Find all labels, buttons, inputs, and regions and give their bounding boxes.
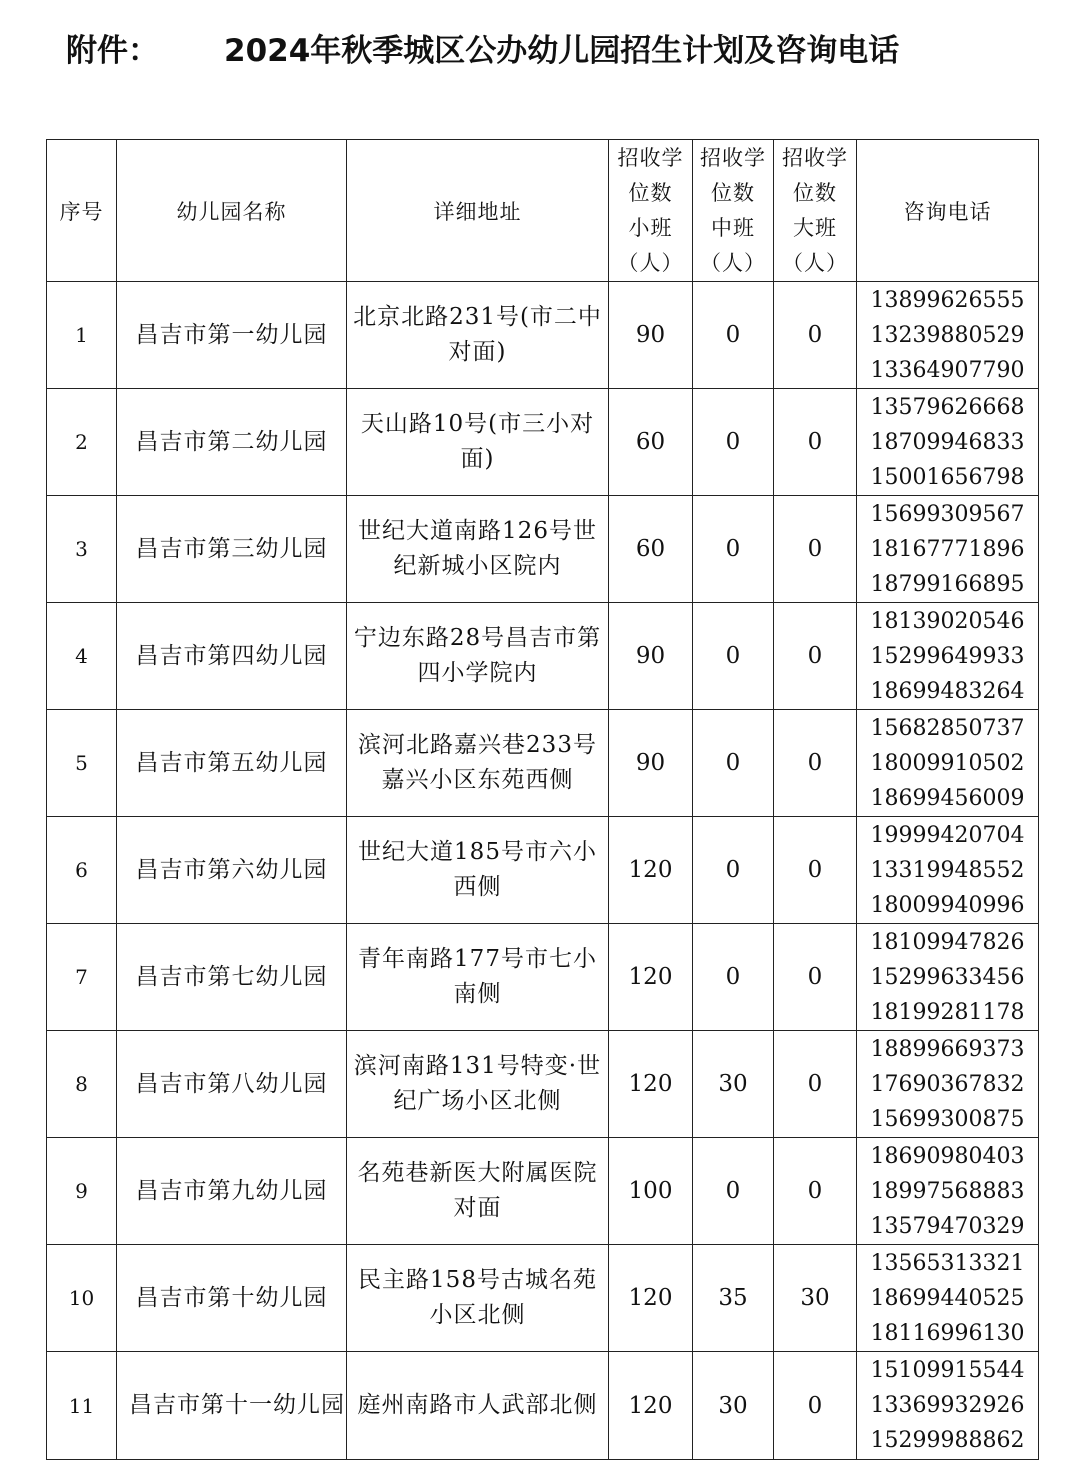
header-index: 序号 (47, 140, 117, 282)
row-index: 6 (47, 817, 117, 924)
title-prefix: 附件： (66, 33, 159, 69)
phone-number: 18009910502 (870, 750, 1025, 776)
phone-number: 18167771896 (870, 536, 1025, 562)
phone-list (857, 817, 1039, 924)
middle-class-quota: 30 (693, 1352, 774, 1460)
header-large-line: 位数 (793, 180, 837, 205)
phone-number: 18709946833 (870, 429, 1025, 455)
header-phone: 咨询电话 (857, 140, 1039, 282)
phone-number: 18139020546 (870, 608, 1025, 634)
large-class-quota: 0 (774, 496, 857, 603)
row-index: 8 (47, 1031, 117, 1138)
kindergarten-name: 昌吉市第一幼儿园 (117, 282, 347, 389)
row-index: 4 (47, 603, 117, 710)
large-class-quota: 0 (774, 603, 857, 710)
middle-class-quota: 0 (693, 603, 774, 710)
header-small-line: 小班 (628, 215, 673, 240)
large-class-quota: 0 (774, 1138, 857, 1245)
small-class-quota: 120 (609, 1352, 693, 1460)
row-index: 3 (47, 496, 117, 603)
phone-number: 18009940996 (870, 892, 1025, 918)
phone-number: 13369932926 (870, 1393, 1025, 1418)
kindergarten-name: 昌吉市第十幼儿园 (117, 1245, 347, 1352)
header-name: 幼儿园名称 (117, 140, 347, 282)
small-class-quota: 120 (609, 1245, 693, 1352)
phone-number: 18116996130 (870, 1320, 1025, 1346)
table-row (47, 389, 1039, 496)
phone-number: 13319948552 (870, 857, 1025, 883)
middle-class-quota: 0 (693, 389, 774, 496)
header-small-line: 招收学 (617, 145, 684, 170)
large-class-quota: 0 (774, 924, 857, 1031)
header-middle-line: 位数 (711, 180, 755, 205)
kindergarten-address: 青年南路177号市七小南侧 (347, 924, 609, 1031)
phone-list (857, 496, 1039, 603)
kindergarten-name: 昌吉市第七幼儿园 (117, 924, 347, 1031)
phone-number: 18997568883 (870, 1178, 1025, 1204)
kindergarten-name: 昌吉市第十一幼儿园 (117, 1352, 347, 1460)
enrollment-table (46, 139, 1039, 1460)
row-index: 10 (47, 1245, 117, 1352)
phone-number: 18199281178 (870, 999, 1025, 1025)
kindergarten-address: 北京北路231号(市二中对面) (347, 282, 609, 389)
header-large-line: 招收学 (782, 145, 848, 170)
header-small-line: （人） (617, 250, 684, 275)
large-class-quota: 30 (774, 1245, 857, 1352)
table-row (47, 496, 1039, 603)
phone-list (857, 710, 1039, 817)
phone-list (857, 1031, 1039, 1138)
phone-number: 15682850737 (870, 715, 1025, 741)
phone-number: 19999420704 (870, 822, 1025, 848)
phone-number: 15299633456 (870, 964, 1025, 990)
small-class-quota: 90 (609, 282, 693, 389)
row-index: 9 (47, 1138, 117, 1245)
table-row (47, 603, 1039, 710)
kindergarten-address: 民主路158号古城名苑小区北侧 (347, 1245, 609, 1352)
row-index: 2 (47, 389, 117, 496)
small-class-quota: 100 (609, 1138, 693, 1245)
header-large-line: （人） (782, 250, 848, 275)
row-index: 5 (47, 710, 117, 817)
large-class-quota: 0 (774, 389, 857, 496)
header-middle-line: 中班 (711, 215, 755, 240)
table-row (47, 710, 1039, 817)
middle-class-quota: 30 (693, 1031, 774, 1138)
header-small-class (609, 140, 693, 282)
phone-number: 18690980403 (870, 1143, 1025, 1169)
phone-list (857, 924, 1039, 1031)
header-large-line: 大班 (793, 215, 837, 240)
table-row (47, 1245, 1039, 1352)
kindergarten-name: 昌吉市第六幼儿园 (117, 817, 347, 924)
phone-list (857, 1352, 1039, 1460)
kindergarten-address: 滨河南路131号特变·世纪广场小区北侧 (347, 1031, 609, 1138)
kindergarten-address: 天山路10号(市三小对面) (347, 389, 609, 496)
phone-list (857, 282, 1039, 389)
middle-class-quota: 0 (693, 282, 774, 389)
large-class-quota: 0 (774, 710, 857, 817)
kindergarten-name: 昌吉市第二幼儿园 (117, 389, 347, 496)
phone-number: 15299988862 (870, 1428, 1025, 1453)
phone-number: 15109915544 (870, 1358, 1025, 1383)
phone-number: 18899669373 (870, 1036, 1025, 1062)
phone-number: 13364907790 (870, 357, 1025, 383)
page-title (66, 26, 1066, 76)
large-class-quota: 0 (774, 817, 857, 924)
phone-number: 15699309567 (870, 501, 1025, 527)
table-row (47, 924, 1039, 1031)
phone-number: 13579626668 (870, 394, 1025, 420)
phone-number: 18699456009 (870, 785, 1025, 811)
middle-class-quota: 0 (693, 496, 774, 603)
kindergarten-address: 世纪大道185号市六小西侧 (347, 817, 609, 924)
small-class-quota: 120 (609, 1031, 693, 1138)
phone-number: 18109947826 (870, 929, 1025, 955)
small-class-quota: 120 (609, 817, 693, 924)
middle-class-quota: 0 (693, 1138, 774, 1245)
kindergarten-address: 世纪大道南路126号世纪新城小区院内 (347, 496, 609, 603)
phone-number: 13579470329 (870, 1213, 1025, 1239)
table-row (47, 1352, 1039, 1460)
phone-number: 18699440525 (870, 1285, 1025, 1311)
header-middle-class (693, 140, 774, 282)
phone-number: 18799166895 (870, 571, 1025, 597)
small-class-quota: 120 (609, 924, 693, 1031)
small-class-quota: 90 (609, 603, 693, 710)
middle-class-quota: 0 (693, 710, 774, 817)
phone-number: 15699300875 (870, 1106, 1025, 1132)
header-large-class (774, 140, 857, 282)
table-row (47, 1031, 1039, 1138)
phone-number: 15001656798 (870, 464, 1025, 490)
title-text: 2024年秋季城区公办幼儿园招生计划及咨询电话 (224, 33, 900, 69)
header-middle-line: 招收学 (700, 145, 766, 170)
kindergarten-name: 昌吉市第三幼儿园 (117, 496, 347, 603)
small-class-quota: 60 (609, 496, 693, 603)
large-class-quota: 0 (774, 1031, 857, 1138)
small-class-quota: 60 (609, 389, 693, 496)
header-middle-line: （人） (700, 250, 766, 275)
kindergarten-name: 昌吉市第八幼儿园 (117, 1031, 347, 1138)
middle-class-quota: 0 (693, 924, 774, 1031)
row-index: 7 (47, 924, 117, 1031)
phone-number: 13899626555 (870, 287, 1025, 313)
table-header-row (47, 140, 1039, 282)
kindergarten-name: 昌吉市第四幼儿园 (117, 603, 347, 710)
large-class-quota: 0 (774, 1352, 857, 1460)
middle-class-quota: 35 (693, 1245, 774, 1352)
kindergarten-name: 昌吉市第五幼儿园 (117, 710, 347, 817)
header-small-line: 位数 (628, 180, 673, 205)
phone-list (857, 1245, 1039, 1352)
phone-number: 15299649933 (870, 643, 1025, 669)
kindergarten-address: 庭州南路市人武部北侧 (347, 1352, 609, 1460)
phone-number: 17690367832 (870, 1071, 1025, 1097)
middle-class-quota: 0 (693, 817, 774, 924)
kindergarten-address: 宁边东路28号昌吉市第四小学院内 (347, 603, 609, 710)
phone-list (857, 1138, 1039, 1245)
phone-number: 13565313321 (870, 1250, 1025, 1276)
header-address: 详细地址 (347, 140, 609, 282)
phone-number: 13239880529 (870, 322, 1025, 348)
table-row (47, 817, 1039, 924)
phone-list (857, 603, 1039, 710)
row-index: 1 (47, 282, 117, 389)
phone-list (857, 389, 1039, 496)
phone-number: 18699483264 (870, 678, 1025, 704)
kindergarten-address: 名苑巷新医大附属医院对面 (347, 1138, 609, 1245)
table-row (47, 282, 1039, 389)
kindergarten-name: 昌吉市第九幼儿园 (117, 1138, 347, 1245)
kindergarten-address: 滨河北路嘉兴巷233号嘉兴小区东苑西侧 (347, 710, 609, 817)
large-class-quota: 0 (774, 282, 857, 389)
row-index: 11 (47, 1352, 117, 1460)
table-row (47, 1138, 1039, 1245)
small-class-quota: 90 (609, 710, 693, 817)
